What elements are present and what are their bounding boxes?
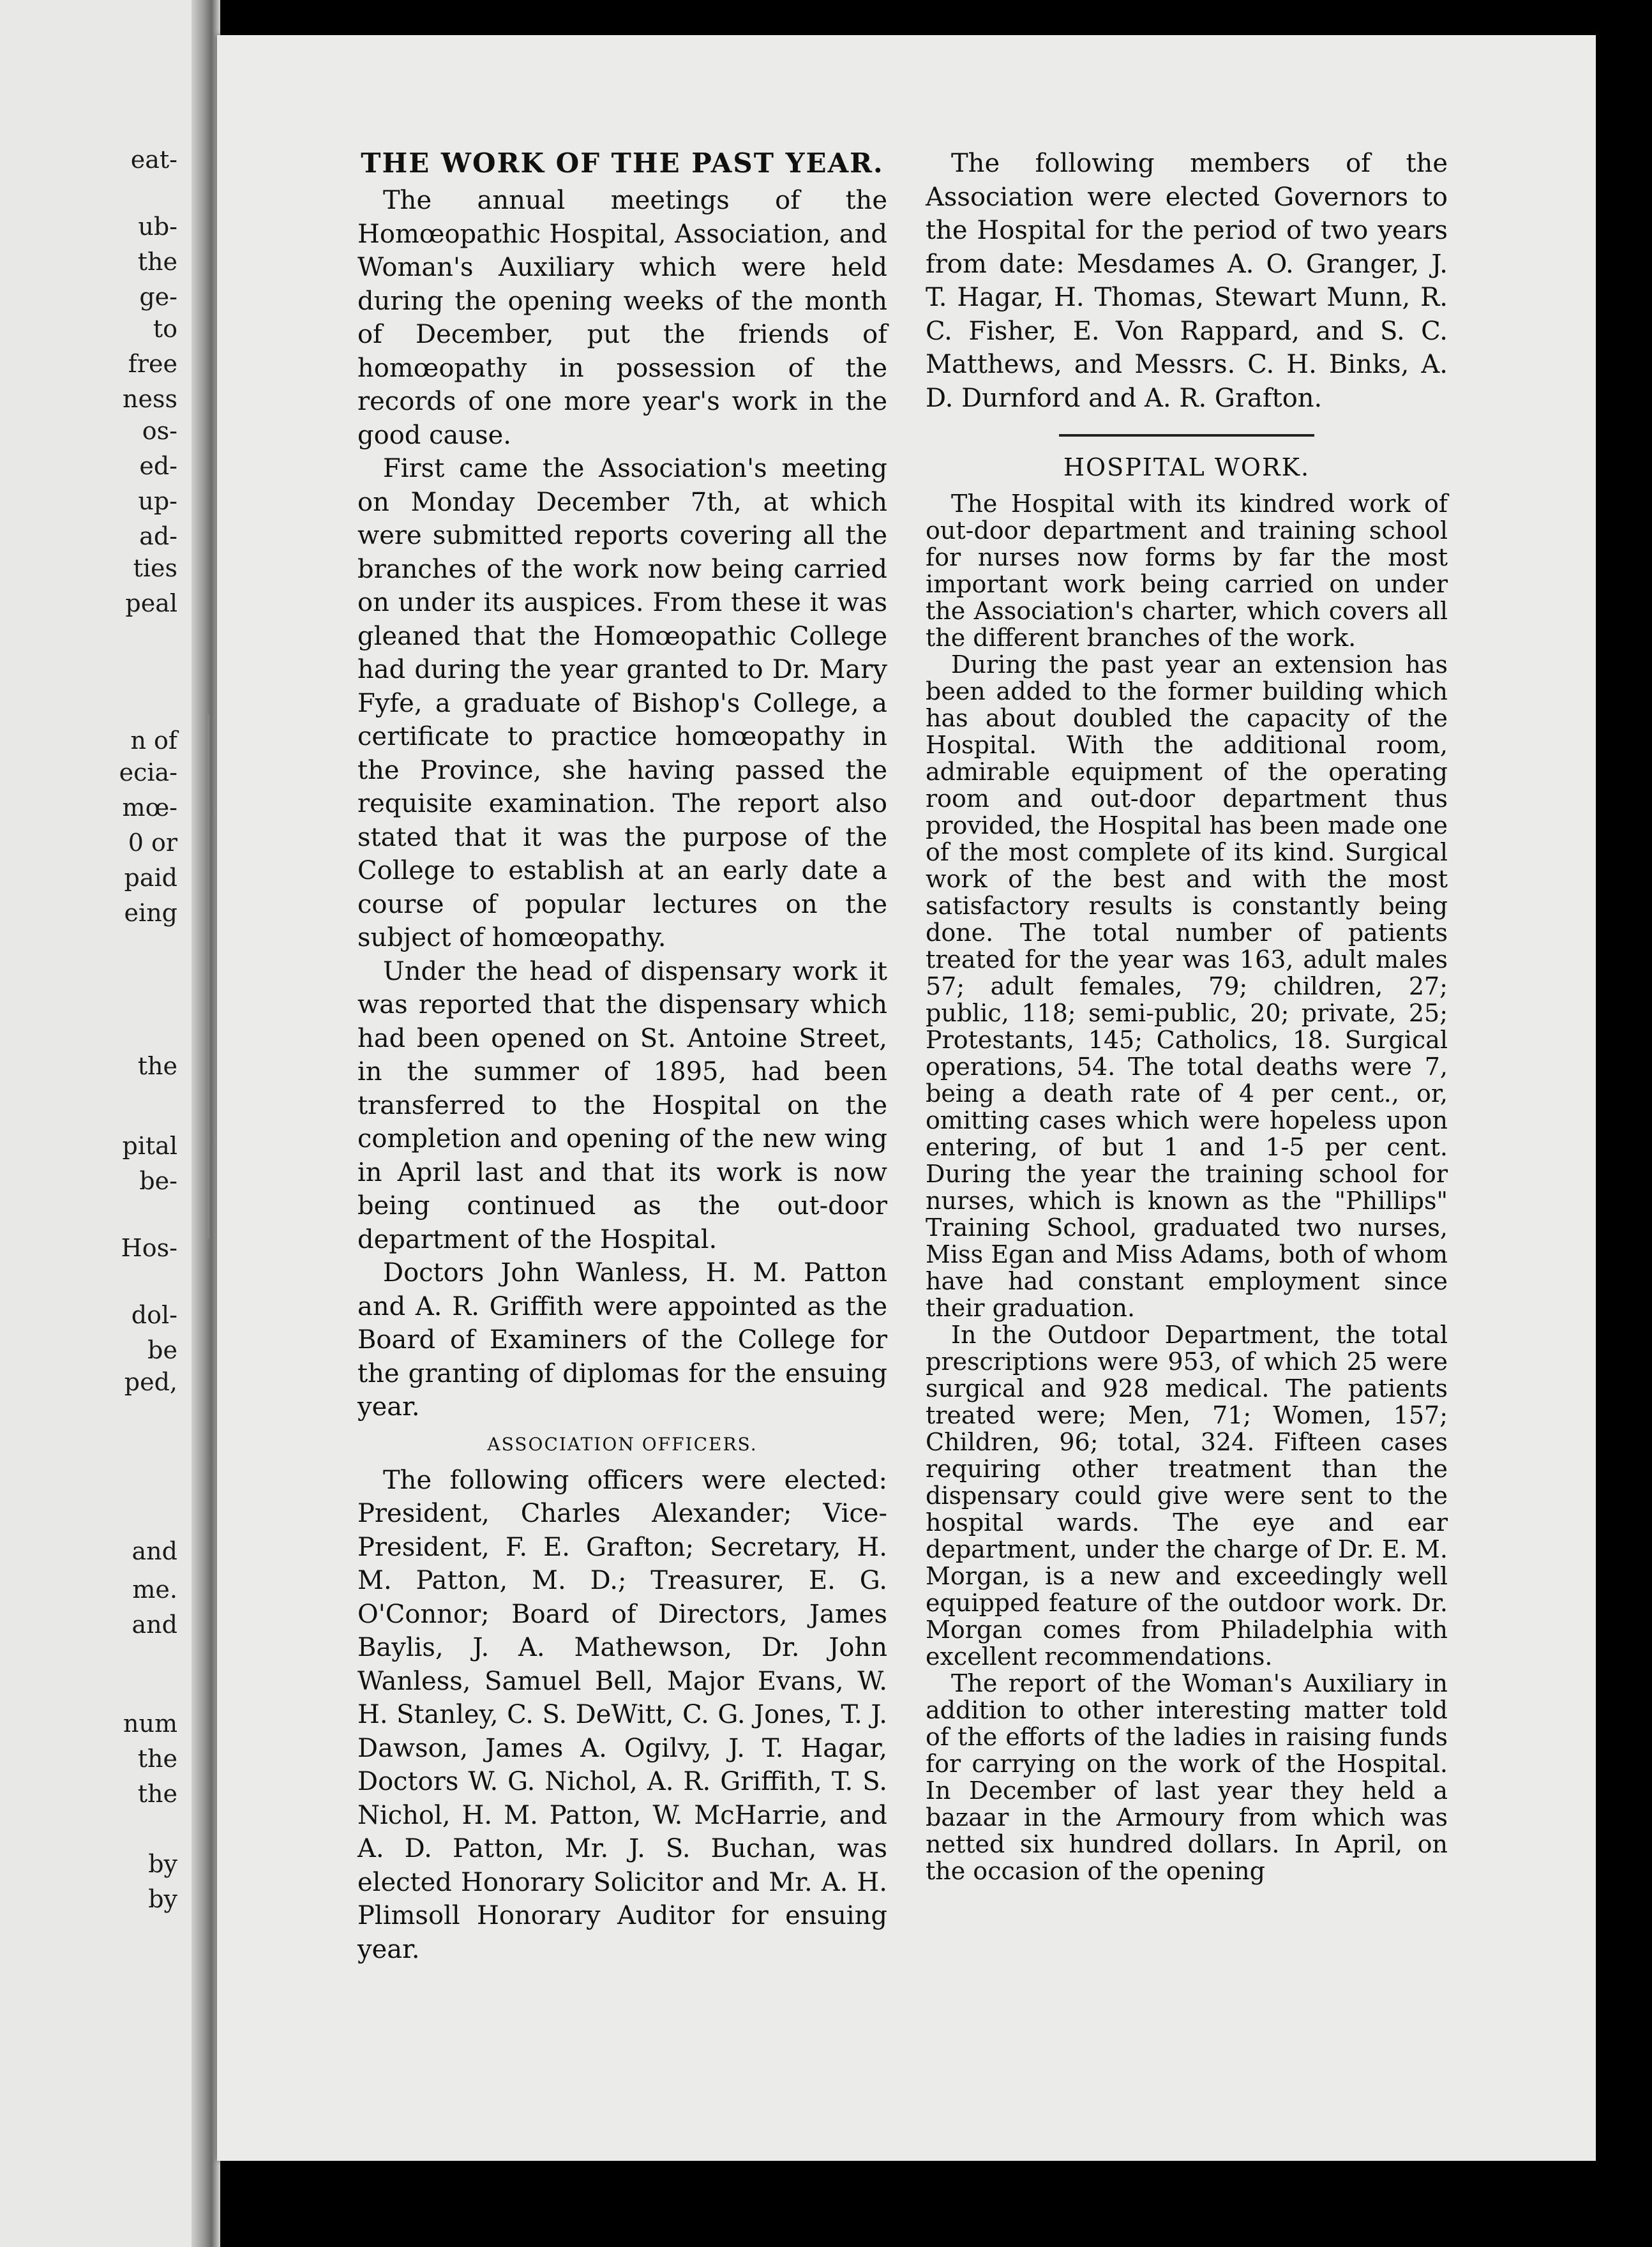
left-page-fragment: num [123,1710,177,1738]
left-page-fragment: to [153,315,177,343]
left-page-fragment: 0 or [128,829,177,857]
paragraph: During the past year an extension has been added to the former building which has about doubled the capacity of the Hospital. With the additional room, admirable equipment of the operating room and out-door department thus provided, the Hospital has been made one of the most complete of its kind. Surgical work of the best and with the most satisfactory results is constantly being done. The total number of patients treated for the year was 163, adult males 57; adult females, 79; children, 27; public, 118; semi-public, 20; private, 25; Protestants, 145; Catholics, 18. Surgical operations, 54. The total deaths were 7, being a death rate of 4 per cent., or, omitting cases which were hopeless upon entering, of but 1 and 1-5 per cent. During the year the training school for nurses, which is known as the "Phillips" Training School, graduated two nurses, Miss Egan and Miss Adams, both of whom have had constant employment since their graduation. [926,650,1448,1322]
paragraph: The Hospital with its kindred work of out-door department and training school for nurses now forms by far the most important work being carried on under the Association's charter, which covers all the different branches of the work. [926,490,1448,652]
left-page-fragment: ad- [139,522,177,550]
left-page-fragment: be [147,1336,177,1364]
left-page-fragment: ped, [124,1368,177,1396]
left-page-fragment: the [137,248,177,276]
paragraph: Doctors John Wanless, H. M. Patton and A. R. Griffith were appointed as the Board of Examiners of the College for the granting of diplomas for the ensuing year. [357,1258,887,1422]
left-page-fragment: ed- [139,452,177,480]
paragraph: The annual meetings of the Homœopathic Hospital, Association, and Woman's Auxiliary which were held during the opening weeks of the month of December, put the friends of homœopathy in possession of the records of one more year's work in the good cause. [357,186,887,450]
left-page-fragment: peal [125,589,177,617]
left-page-fragment: eat- [130,146,177,174]
left-page-fragment: and [131,1537,177,1565]
left-page-fragment: ness [123,385,177,413]
left-page-fragment: up- [138,487,177,515]
left-page-fragment: ties [133,554,177,582]
paragraph: First came the Association's meeting on Monday December 7th, at which were submitted reports covering all the branches of the work now being carried on under its auspices. From these it was gleaned that the Homœopathic College had during the year granted to Dr. Mary Fyfe, a graduate of Bishop's College, a certificate to practice homœopathy in the Province, she having passed the requisite examination. The report also stated that it was the purpose of the College to establish at an early date a course of popular lectures on the subject of homœopathy. [357,454,887,952]
left-page-fragment: eing [124,899,177,927]
left-page-fragment: dol- [131,1301,177,1329]
left-page-fragment: free [128,350,177,378]
left-column [357,147,887,1966]
left-page-fragment: by [148,1885,177,1913]
left-page-fragment: me. [132,1575,177,1604]
left-page-fragment: ub- [138,213,177,241]
left-page-fragment: pital [122,1132,177,1160]
left-page-fragment: n of [130,726,177,755]
left-page-fragment: os- [142,417,177,445]
left-page-fragment: ecia- [119,758,177,786]
left-page-fragment: the [137,1745,177,1773]
paragraph: The following officers were elected: President, Charles Alexander; Vice-President, F. E. Grafton; Secretary, H. M. Patton, M. D.; Treasurer, E. G. O'Connor; Board of Directors, James Baylis, J. A. Mathewson, Dr. John Wanless, Samuel Bell, Major Evans, W. H. Stanley, C. S. DeWitt, C. G. Jones, T. J. Dawson, James A. Ogilvy, J. T. Hagar, Doctors W. G. Nichol, A. R. Griffith, T. S. Nichol, H. M. Patton, W. McHarrie, and A. D. Patton, Mr. J. S. Buchan, was elected Honorary Solicitor and Mr. A. H. Plimsoll Honorary Auditor for ensuing year. [357,1465,887,1964]
left-page-fragment: and [131,1611,177,1639]
left-page-edge [0,0,191,2247]
left-page-fragment: by [148,1850,177,1878]
section-divider [1059,434,1314,437]
left-page-fragment: the [137,1052,177,1080]
right-column [926,147,1448,1884]
left-page-fragment: be- [139,1167,177,1195]
left-page-fragment: ge- [139,283,177,311]
section-heading-hospital-work: HOSPITAL WORK. [1063,453,1310,481]
left-page-fragment: paid [124,864,177,892]
article-title: THE WORK OF THE PAST YEAR. [361,147,884,179]
paragraph: The following members of the Association were elected Governors to the Hospital for the period of two years from date: Mesdames A. O. Granger, J. T. Hagar, H. Thomas, Stewart Munn, R. C. Fisher, E. Von Rappard, and S. C. Matthews, and Messrs. C. H. Binks, A. D. Durnford and A. R. Grafton. [926,149,1448,413]
paragraph: Under the head of dispensary work it was reported that the dispensary which had been opened on St. Antoine Street, in the summer of 1895, had been transferred to the Hospital on the completion and opening of the new wing in April last and that its work is now being continued as the out-door department of the Hospital. [357,956,887,1254]
left-page-fragment: the [137,1780,177,1808]
paragraph: In the Outdoor Department, the total prescriptions were 953, of which 25 were surgical and 928 medical. The patients treated were; Men, 71; Women, 157; Children, 96; total, 324. Fifteen cases requiring other treatment than the dispensary could give were sent to the hospital wards. The eye and ear department, under the charge of Dr. E. M. Morgan, is a new and exceedingly well equipped feature of the outdoor work. Dr. Morgan comes from Philadelphia with excellent recommendations. [926,1321,1448,1671]
paragraph: The report of the Woman's Auxiliary in addition to other interesting matter told of the efforts of the ladies in raising funds for carrying on the work of the Hospital. In December of last year they held a bazaar in the Armoury from which was netted six hundred dollars. In April, on the occasion of the opening [926,1669,1448,1885]
left-page-fragment: mœ- [122,793,177,822]
subheading-association-officers: ASSOCIATION OFFICERS. [487,1433,758,1455]
left-page-text-fragments [114,0,184,2247]
left-page-fragment: Hos- [121,1234,177,1262]
